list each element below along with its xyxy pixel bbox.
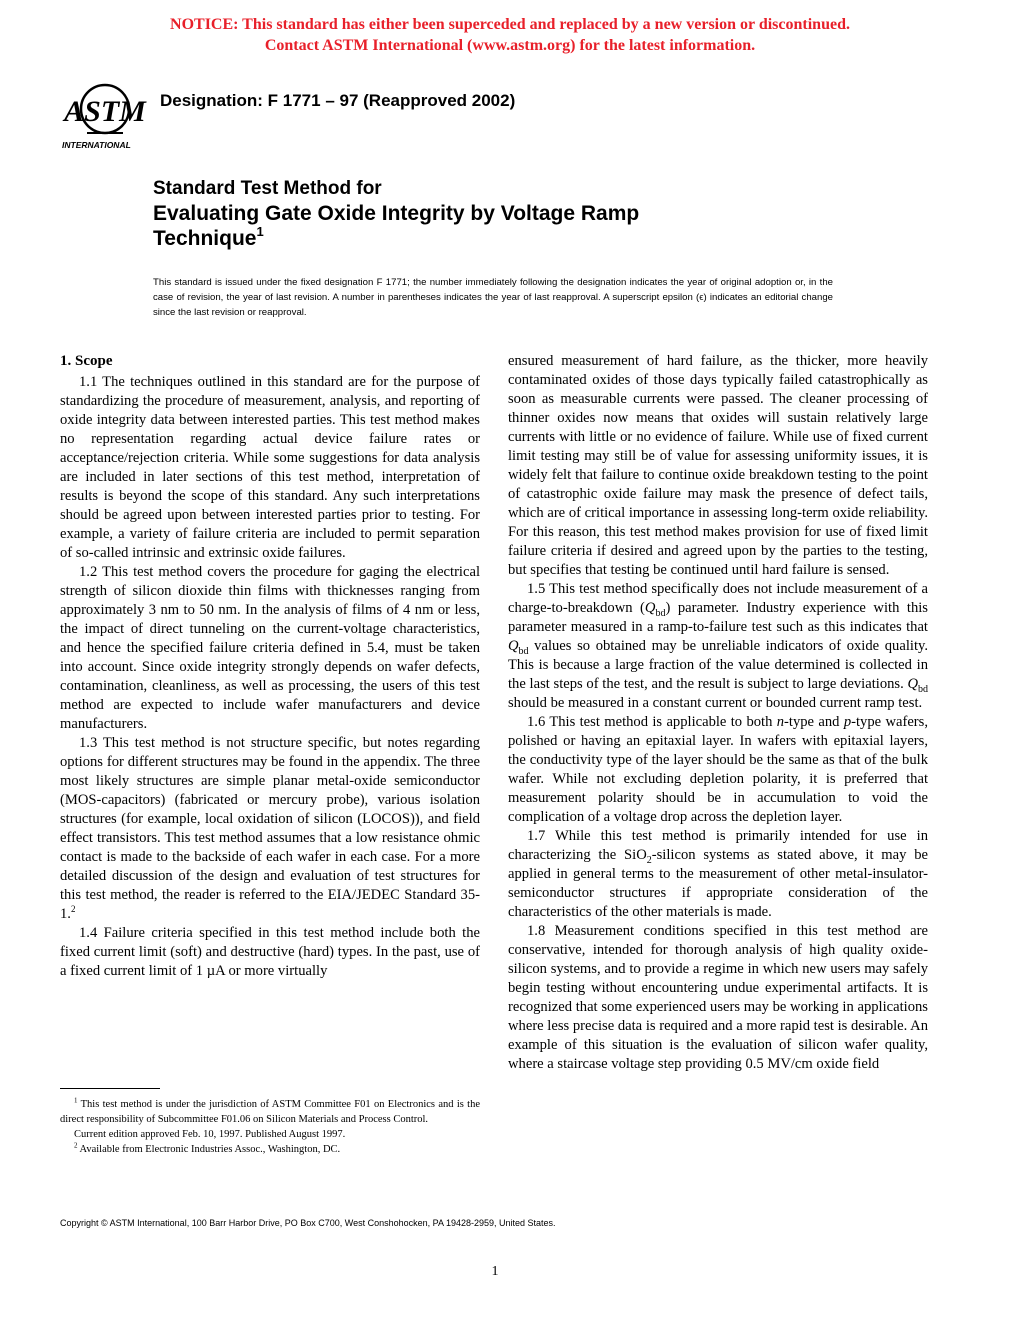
- right-column: [508, 352, 928, 1074]
- q-subscript: bd: [518, 645, 529, 657]
- title-line-2: Evaluating Gate Oxide Integrity by Voltage Ramp: [153, 202, 640, 225]
- paragraph-1-5: [508, 580, 928, 713]
- paragraph-1-6: [508, 713, 928, 827]
- footnote-1-text: This test method is under the jurisdiction of ASTM Committee F01 on Electronics and is the direct responsibility of Subcommittee F01.06 on Silicon Materials and Process Control.: [60, 1099, 480, 1125]
- title-line-3-text: Technique: [153, 227, 257, 250]
- paragraph-1-4: 1.4 Failure criteria specified in this test method include both the fixed current limit (soft) and destructive (hard) types. In the past, use of a fixed current limit of 1 µA or more virtually: [60, 925, 480, 979]
- designation: Designation: F 1771 – 97 (Reapproved 2002): [160, 91, 516, 110]
- footnote-ref-2: 2: [70, 904, 76, 915]
- paragraph-1-2: 1.2 This test method covers the procedure for gaging the electrical strength of silicon dioxide thin films with thicknesses ranging from approximately 3 nm to 50 nm. In the analysis of films of 4 nm or less, the impact of direct tunneling on the current-voltage characteristics, and hence the specified failure criteria defined in 5.4, must be taken into account. Since oxide integrity strongly depends on wafer defects, contamination, cleanliness, as well as processing, the users of this test method are expected to include wafer manufacturers and device manufacturers.: [60, 564, 480, 732]
- svg-text:ASTM: ASTM: [64, 95, 146, 128]
- copyright: Copyright © ASTM International, 100 Barr Harbor Drive, PO Box C700, West Conshohocken, PA 19428-2959, United States.: [60, 1218, 556, 1228]
- footnote-2-text: Available from Electronic Industries Assoc., Washington, DC.: [77, 1144, 341, 1155]
- astm-logo: [60, 78, 148, 156]
- section-heading-scope: 1. Scope: [60, 353, 113, 369]
- paragraph-1-4-cont: ensured measurement of hard failure, as the thicker, more heavily contaminated oxides of those days typically failed catastrophically as soon as measurable currents were passed. The cleaner processing of thinner oxides now means that oxides will sustain relatively large currents with little or no evidence of failure. While use of fixed current limit testing may still be of value for assessing uniformity issues, it is widely felt that failure to continue oxide breakdown testing to the point of catastrophic oxide failure may mask the presence of defect tails, which are of critical importance in assessing long-term oxide reliability. For this reason, this test method makes provision for use of fixed limit failure criteria if desired and agreed upon by the parties to the testing, but specifies that testing be continued until hard failure is sensed.: [508, 353, 928, 578]
- notice-line-2: Contact ASTM International (www.astm.org) for the latest information.: [264, 37, 756, 54]
- n-type-symbol: n: [776, 714, 785, 730]
- footnote-2: [60, 1142, 480, 1157]
- paragraph-1-3: [60, 734, 480, 924]
- title-line-1: Standard Test Method for: [153, 178, 382, 199]
- logo-text: INTERNATIONAL: [62, 140, 131, 150]
- footnote-2-mark: 2: [74, 1141, 78, 1150]
- footnote-divider: [60, 1088, 160, 1089]
- left-column: [60, 352, 480, 981]
- footnote-1-edition: Current edition approved Feb. 10, 1997. Published August 1997.: [74, 1129, 346, 1140]
- p1-5-text-c: values so obtained may be unreliable indicators of oxide quality. This is because a large fraction of the value determined is collected in the last steps of the test, and the result is subject to large deviations.: [508, 638, 928, 692]
- p1-7-text-b: -silicon systems as stated above, it may be applied in general terms to the measurement of other metal-insulator-semiconductor structures if appropriate consideration of the characteristics of the other materials is made.: [508, 847, 928, 920]
- paragraph-1-3-text: 1.3 This test method is not structure specific, but notes regarding options for different structures may be found in the appendix. The three most likely structures are simple planar metal-oxide semiconductor (MOS-capacitors) (fabricated or mercury probe), various isolation structures (for example, local oxidation of silicon (LOCOS)), and field effect transistors. This test method assumes that a low resistance ohmic contact is made to the backside of each wafer in each case. For a more detailed discussion of the design and evaluation of test structures for this test method, the reader is referred to the EIA/JEDEC Standard 35-1.: [60, 735, 480, 922]
- p1-6-text-b: -type and: [784, 714, 844, 730]
- p-type-symbol: p: [843, 714, 852, 730]
- q-symbol: Q: [508, 638, 519, 654]
- footnotes: [60, 1097, 480, 1157]
- p1-6-text-a: 1.6 This test method is applicable to both: [527, 714, 777, 730]
- q-subscript: bd: [655, 607, 666, 619]
- paragraph-1-7: [508, 827, 928, 922]
- q-subscript: bd: [918, 683, 928, 695]
- notice-line-1: NOTICE: This standard has either been superceded and replaced by a new version or discontinued.: [170, 16, 850, 33]
- p1-7-text-a: 1.7 While this test method is primarily intended for use in characterizing the SiO: [508, 828, 928, 863]
- p1-5-text-a: 1.5 This test method specifically does not include measurement of a charge-to-breakdown (: [508, 581, 928, 616]
- paragraph-1-1: 1.1 The techniques outlined in this standard are for the purpose of standardizing the procedure of measurement, analysis, and reporting of oxide integrity data between interested parties. This test method makes no representation regarding actual device failure rates or acceptance/rejection criteria. While some suggestions for data analysis are included in later sections of this test method, interpretation of results is beyond the scope of this standard. Any such interpretations should be agreed upon between interested parties prior to testing. For example, a variety of failure criteria are included to permit separation of so-called intrinsic and extrinsic oxide failures.: [60, 374, 480, 561]
- p1-6-text-c: -type wafers, polished or having an epitaxial layer. In wafers with epitaxial layers, the conductivity type of the layer should be the same as that of the bulk wafer. While not excluding depletion polarity, it is preferred that measurement polarity should be in accumulation to void the complication of a voltage drop across the depletion layer.: [508, 714, 928, 825]
- p1-5-text-b: ) parameter. Industry experience with this parameter measured in a ramp-to-failure test such as this indicates that: [508, 600, 928, 635]
- title-line-3: [153, 224, 264, 251]
- title-footnote-mark: 1: [256, 224, 264, 239]
- page-number: 1: [491, 1264, 499, 1279]
- issued-statement: This standard is issued under the fixed designation F 1771; the number immediately following the designation indicates the year of original adoption or, in the case of revision, the year of last revision. A number in parentheses indicates the year of last reapproval. A superscript epsilon (ϵ) indicates an editorial change since the last revision or reapproval.: [153, 277, 833, 318]
- footnote-1-mark: 1: [74, 1096, 78, 1105]
- p1-5-text-d: should be measured in a constant current or bounded current ramp test.: [508, 695, 923, 711]
- paragraph-1-8: 1.8 Measurement conditions specified in this test method are conservative, intended for thorough analysis of high quality oxide-silicon systems, and to provide a regime in which new users may safely begin testing without encountering undue experimental artifacts. It is recognized that some experienced users may be working in applications where less precise data is required and a more rapid test is desirable. An example of this situation is the evaluation of silicon wafer quality, where a staircase voltage step providing 0.5 MV/cm oxide field: [508, 923, 928, 1072]
- q-symbol: Q: [907, 676, 918, 692]
- footnote-1: [60, 1097, 480, 1127]
- q-symbol: Q: [644, 600, 656, 616]
- sio2-subscript: 2: [646, 854, 652, 866]
